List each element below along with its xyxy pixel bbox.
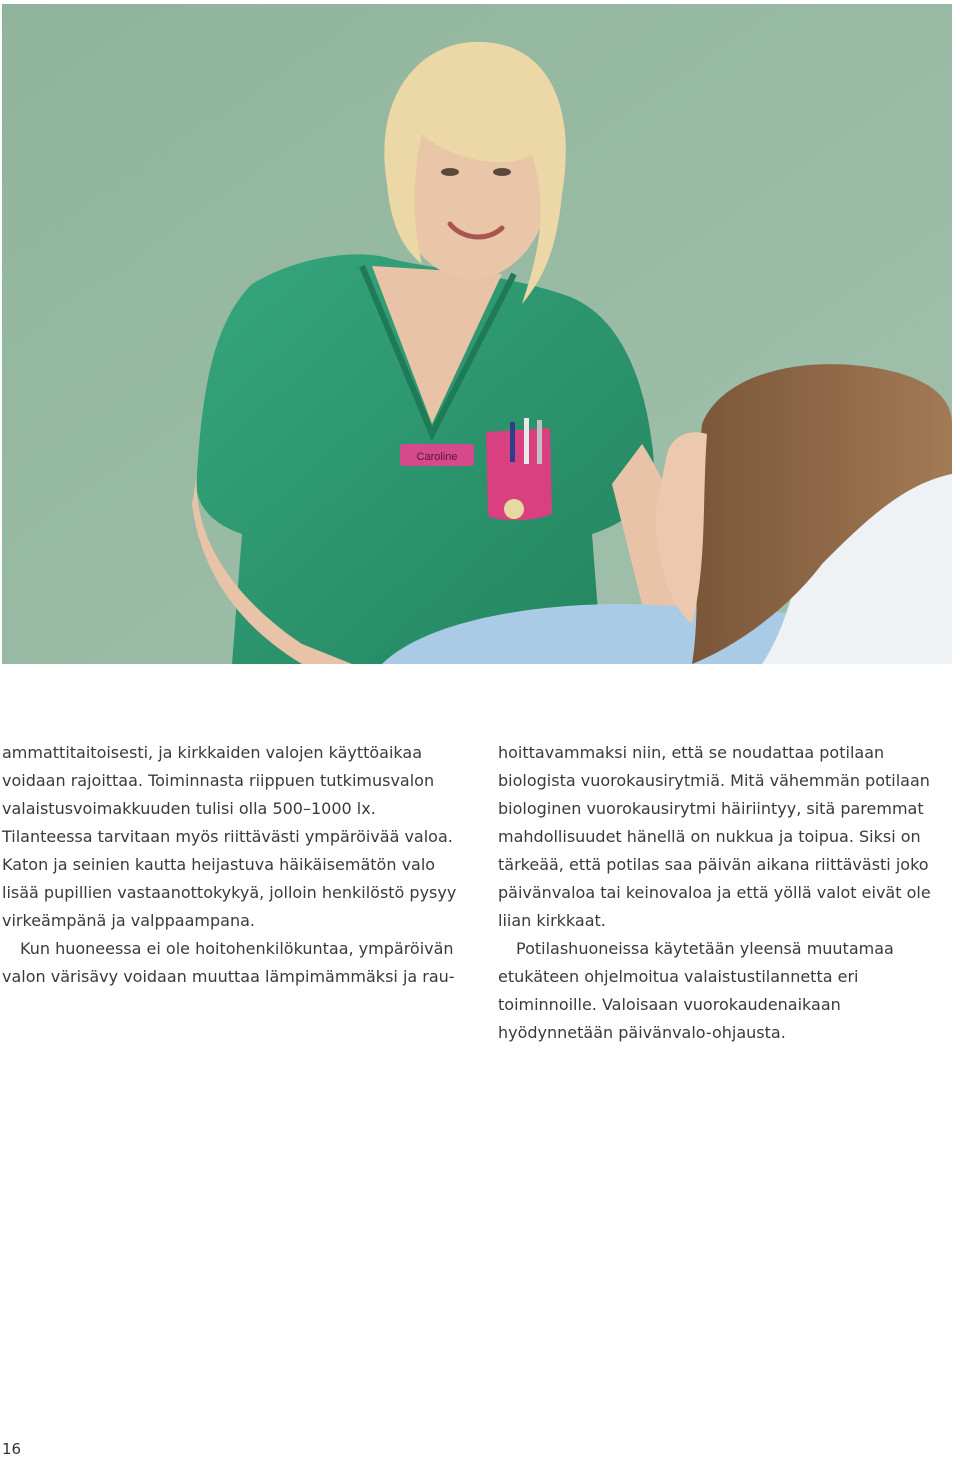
name-badge-text: Caroline (416, 451, 458, 463)
left-paragraph-1: ammattitaitoisesti, ja kirkkaiden valojen käyttöaikaa voidaan rajoittaa. Toiminnasta riippuen tutkimusvalon valaistusvoimakkuuden tulisi olla 500–1000 lx. Tilanteessa tarvitaan myös riittävästi ympäröivää valoa. Katon ja seinien kautta heijastuva häikäisemätön valo lisää pupillien vastaanottokykyä, jolloin henkilöstö pysyy virkeämpänä ja valppaampana. (2, 743, 457, 930)
nurse-eye-left (441, 168, 459, 176)
page-number: 16 (2, 1440, 22, 1458)
right-paragraph-1: hoittavammaksi niin, että se noudattaa potilaan biologista vuorokausirytmiä. Mitä vähemmän potilaan biologinen vuorokausirytmi häiriintyy, sitä paremmat mahdollisuudet hänellä on nukkua ja toipua. Siksi on tärkeää, että potilas saa päivän aikana riittävästi joko päivänvaloa tai keinovaloa ja että yöllä valot eivät ole liian kirkkaat. (498, 743, 931, 930)
photo-illustration (2, 4, 952, 664)
nurse-eye-right (493, 168, 511, 176)
scrubs-pocket (486, 418, 552, 520)
left-column (2, 739, 464, 991)
name-badge (400, 444, 474, 466)
right-column (498, 739, 960, 1047)
nurse-with-patient-photo (2, 4, 952, 664)
right-paragraph-2: Potilashuoneissa käytetään yleensä muutamaa etukäteen ohjelmoitua valaistustilannetta eri toiminnoille. Valoisaan vuorokaudenaikaan hyödynnetään päivänvalo-ohjausta. (498, 939, 894, 1042)
left-paragraph-2: Kun huoneessa ei ole hoitohenkilökuntaa, ympäröivän valon värisävy voidaan muuttaa lämpimämmäksi ja rau- (2, 939, 455, 986)
